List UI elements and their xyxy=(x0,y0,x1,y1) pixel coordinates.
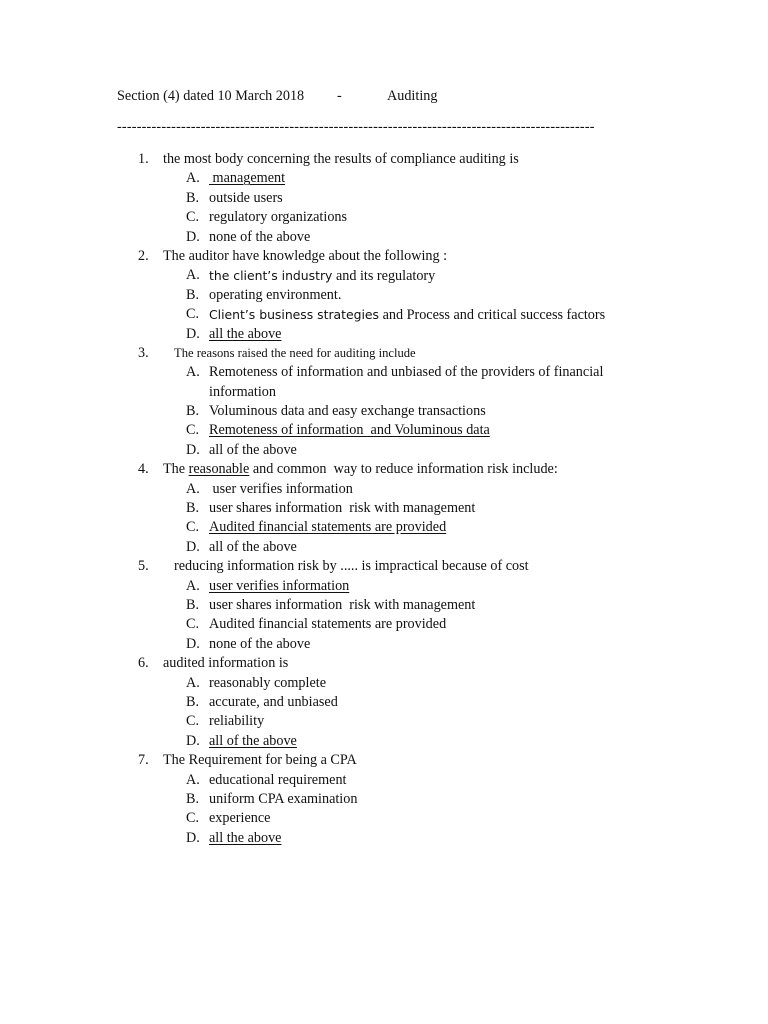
question-4 xyxy=(0,460,768,557)
question-number: 7. xyxy=(138,752,149,769)
option-text-part: Client’s business strategies xyxy=(209,307,380,323)
option-letter: A. xyxy=(186,771,200,788)
question-text-part: and common way to reduce information risk include: xyxy=(249,461,558,478)
option-letter: C. xyxy=(186,616,200,633)
option-letter: A. xyxy=(186,170,200,187)
option-text: none of the above xyxy=(209,228,311,245)
question-number: 2. xyxy=(138,247,149,264)
option-letter: A. xyxy=(186,577,200,594)
option-text: accurate, and unbiased xyxy=(209,693,338,710)
option-letter: A. xyxy=(186,480,200,497)
question-text-part: reasonable xyxy=(188,461,250,478)
option-letter: D. xyxy=(186,635,200,652)
option-letter: A. xyxy=(186,267,200,284)
option-text: Audited financial statements are provided xyxy=(209,519,447,536)
option-text: management xyxy=(209,170,286,187)
option-d xyxy=(0,829,768,848)
option-a xyxy=(0,169,768,188)
option-a xyxy=(0,771,768,790)
option-a xyxy=(0,480,768,499)
option-letter: D. xyxy=(186,538,200,555)
option-d xyxy=(0,441,768,460)
option-a xyxy=(0,363,768,402)
option-text: outside users xyxy=(209,189,283,206)
question-5 xyxy=(0,557,768,654)
option-b xyxy=(0,189,768,208)
question-text: audited information is xyxy=(163,655,289,672)
option-text: operating environment. xyxy=(209,286,342,303)
question-text: the most body concerning the results of compliance auditing is xyxy=(163,151,519,167)
option-c xyxy=(0,208,768,227)
question-text-part: The xyxy=(163,461,189,478)
option-text: Voluminous data and easy exchange transactions xyxy=(209,403,486,420)
option-text: reasonably complete xyxy=(209,674,326,691)
option-text: user shares information risk with management xyxy=(209,500,476,517)
question-1 xyxy=(0,150,768,247)
option-letter: B. xyxy=(186,790,200,807)
option-letter: B. xyxy=(186,403,200,420)
option-c xyxy=(0,809,768,828)
question-2 xyxy=(0,247,768,344)
option-letter: D. xyxy=(186,228,200,245)
option-letter: D. xyxy=(186,441,200,458)
option-letter: B. xyxy=(186,286,200,303)
option-b xyxy=(0,790,768,809)
option-d xyxy=(0,635,768,654)
option-text-part: the client’s industry xyxy=(209,268,333,284)
question-number: 5. xyxy=(138,558,149,575)
question-text: The reasons raised the need for auditing include xyxy=(174,345,416,360)
option-c xyxy=(0,421,768,440)
option-b xyxy=(0,402,768,421)
divider-line: ------------------------------------------------------------------------------------------------- xyxy=(117,120,595,134)
option-text: user verifies information xyxy=(209,480,353,497)
option-letter: A. xyxy=(186,674,200,691)
option-text: all the above xyxy=(209,325,282,342)
option-text: user shares information risk with management xyxy=(209,597,476,613)
option-a xyxy=(0,266,768,285)
option-text xyxy=(209,266,435,286)
option-letter: A. xyxy=(186,364,200,381)
option-text xyxy=(209,305,605,325)
option-text-part: and its regulatory xyxy=(332,268,436,285)
option-letter: B. xyxy=(186,597,200,613)
option-letter: C. xyxy=(186,422,200,439)
option-b xyxy=(0,693,768,712)
option-d xyxy=(0,325,768,344)
option-letter: D. xyxy=(186,732,200,749)
option-letter: B. xyxy=(186,693,200,710)
option-text: uniform CPA examination xyxy=(209,790,358,807)
option-b xyxy=(0,499,768,518)
option-d xyxy=(0,732,768,751)
option-d xyxy=(0,228,768,247)
option-text: regulatory organizations xyxy=(209,209,348,226)
option-c xyxy=(0,712,768,731)
option-a xyxy=(0,577,768,596)
option-letter: D. xyxy=(186,325,200,342)
question-number: 6. xyxy=(138,655,149,672)
section-title: Section (4) dated 10 March 2018 xyxy=(117,88,305,104)
header-dash: - xyxy=(337,88,342,104)
subject-title: Auditing xyxy=(387,88,438,104)
question-number: 3. xyxy=(138,344,149,361)
question-list xyxy=(0,150,768,848)
option-text: Audited financial statements are provided xyxy=(209,616,447,633)
option-letter: C. xyxy=(186,209,200,226)
question-text xyxy=(163,460,558,479)
option-letter: D. xyxy=(186,829,200,846)
option-text: educational requirement xyxy=(209,771,347,788)
option-text: all of the above xyxy=(209,732,297,749)
option-b xyxy=(0,596,768,615)
document-header xyxy=(117,87,437,105)
option-text: all of the above xyxy=(209,538,297,555)
question-7 xyxy=(0,751,768,848)
option-c xyxy=(0,615,768,634)
option-text: reliability xyxy=(209,713,265,730)
option-text: all the above xyxy=(209,829,282,846)
option-a xyxy=(0,674,768,693)
question-text: The auditor have knowledge about the following : xyxy=(163,247,448,264)
option-text: all of the above xyxy=(209,441,297,458)
option-letter: C. xyxy=(186,519,200,536)
option-c xyxy=(0,518,768,537)
option-letter: B. xyxy=(186,189,200,206)
question-3 xyxy=(0,344,768,460)
option-text: user verifies information xyxy=(209,577,350,594)
option-c xyxy=(0,305,768,324)
option-text: Remoteness of information and unbiased of the providers of financial information xyxy=(209,364,604,400)
option-letter: B. xyxy=(186,500,200,517)
option-b xyxy=(0,286,768,305)
option-letter: C. xyxy=(186,810,200,827)
option-text-part: and Process and critical success factors xyxy=(379,307,606,324)
question-6 xyxy=(0,654,768,751)
option-d xyxy=(0,538,768,557)
option-text: Remoteness of information and Voluminous data xyxy=(209,422,490,439)
option-text: experience xyxy=(209,810,271,827)
option-letter: C. xyxy=(186,306,200,323)
option-text: none of the above xyxy=(209,635,311,652)
question-number: 1. xyxy=(138,151,149,167)
question-text: The Requirement for being a CPA xyxy=(163,752,357,769)
question-number: 4. xyxy=(138,461,149,478)
option-letter: C. xyxy=(186,713,200,730)
question-text: reducing information risk by ..... is impractical because of cost xyxy=(174,558,529,575)
